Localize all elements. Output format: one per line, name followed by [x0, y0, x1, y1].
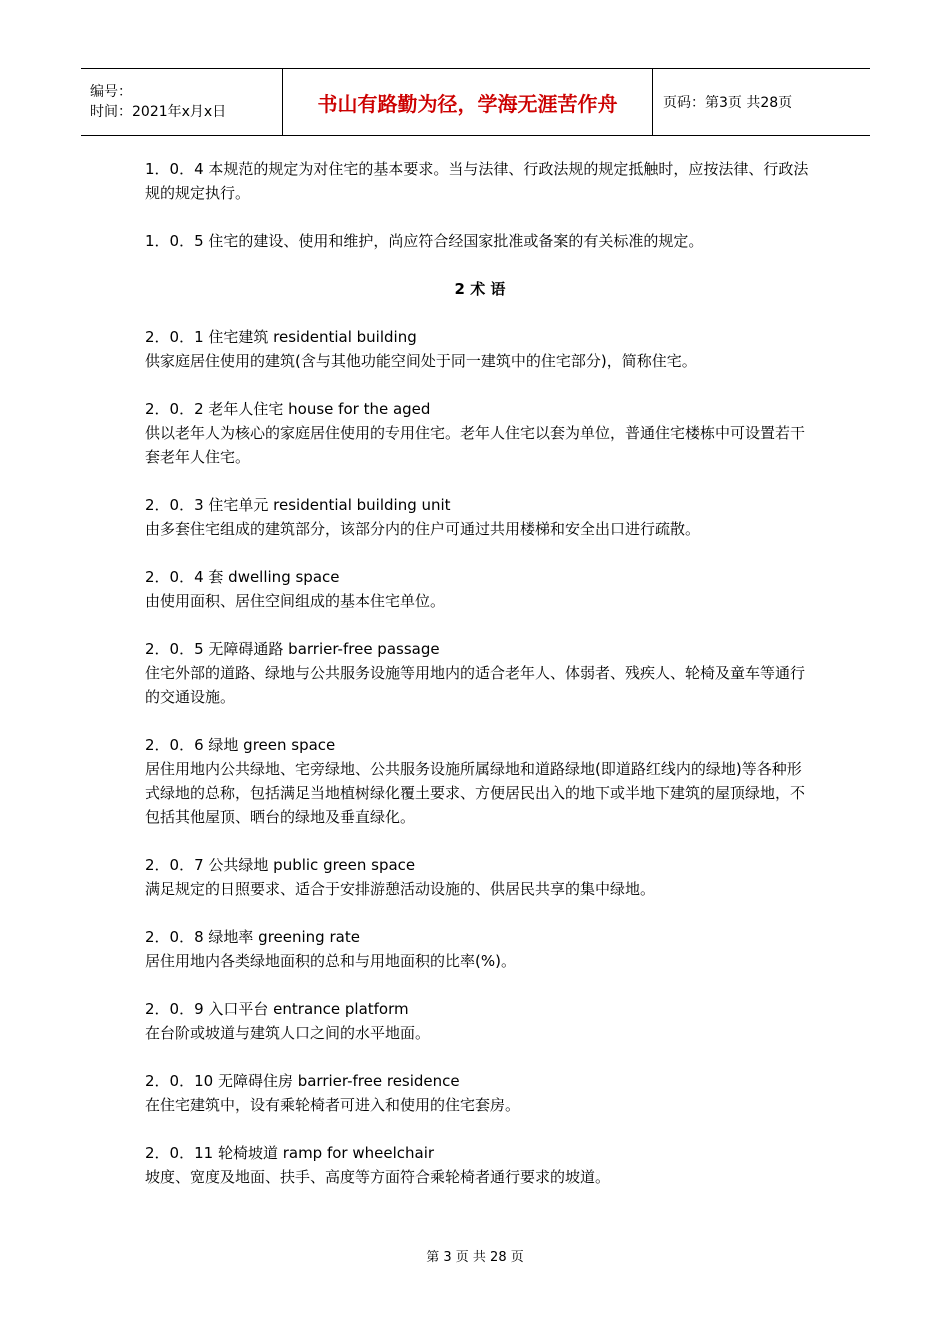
- header-meta: [81, 69, 282, 135]
- term-heading: 2．0．7 公共绿地 public green space: [145, 856, 416, 874]
- clause-paragraph: 1．0．4 本规范的规定为对住宅的基本要求。当与法律、行政法规的规定抵触时，应按法律、行政法规的规定执行。: [145, 160, 809, 202]
- term-entry: [145, 997, 815, 1045]
- term-definition: 由使用面积、居住空间组成的基本住宅单位。: [145, 592, 446, 610]
- term-heading: 2．0．10 无障碍住房 barrier-free residence: [145, 1072, 460, 1090]
- term-entry: [145, 325, 815, 373]
- term-entry: [145, 397, 815, 469]
- term-entry: [145, 1069, 815, 1117]
- page-footer: 第 3 页 共 28 页: [426, 1250, 524, 1265]
- term-definition: 在台阶或坡道与建筑人口之间的水平地面。: [145, 1024, 431, 1042]
- term-definition: 坡度、宽度及地面、扶手、高度等方面符合乘轮椅者通行要求的坡道。: [145, 1168, 611, 1186]
- term-entry: [145, 733, 815, 829]
- term-definition: 满足规定的日照要求、适合于安排游憩活动设施的、供居民共享的集中绿地。: [145, 880, 656, 898]
- term-definition: 供家庭居住使用的建筑(含与其他功能空间处于同一建筑中的住宅部分)，简称住宅。: [145, 352, 697, 370]
- page-header: [81, 68, 870, 136]
- term-entry: [145, 493, 815, 541]
- header-motto: [282, 69, 653, 135]
- date-label: 时间：2021年x月x日: [90, 104, 227, 120]
- header-page-info: [653, 69, 870, 135]
- clause-paragraph: 1．0．5 住宅的建设、使用和维护，尚应符合经国家批准或备案的有关标准的规定。: [145, 232, 704, 250]
- document-body: [145, 157, 815, 1213]
- term-heading: 2．0．2 老年人住宅 house for the aged: [145, 400, 431, 418]
- term-entry: [145, 637, 815, 709]
- term-heading: 2．0．5 无障碍通路 barrier-free passage: [145, 640, 440, 658]
- term-heading: 2．0．1 住宅建筑 residential building: [145, 328, 417, 346]
- term-heading: 2．0．4 套 dwelling space: [145, 568, 340, 586]
- number-label: 编号：: [90, 84, 132, 100]
- term-entry: [145, 925, 815, 973]
- term-entry: [145, 1141, 815, 1189]
- term-definition: 住宅外部的道路、绿地与公共服务设施等用地内的适合老年人、体弱者、残疾人、轮椅及童车等通行的交通设施。: [145, 664, 806, 706]
- term-definition: 在住宅建筑中，设有乘轮椅者可进入和使用的住宅套房。: [145, 1096, 521, 1114]
- term-heading: 2．0．8 绿地率 greening rate: [145, 928, 360, 946]
- term-definition: 居住用地内各类绿地面积的总和与用地面积的比率(%)。: [145, 952, 516, 970]
- term-heading: 2．0．3 住宅单元 residential building unit: [145, 496, 451, 514]
- motto-text: 书山有路勤为径，学海无涯苦作舟: [317, 91, 618, 116]
- page-info-text: 页码：第3页 共28页: [663, 95, 793, 111]
- term-entry: [145, 853, 815, 901]
- term-heading: 2．0．9 入口平台 entrance platform: [145, 1000, 409, 1018]
- term-heading: 2．0．11 轮椅坡道 ramp for wheelchair: [145, 1144, 435, 1162]
- term-heading: 2．0．6 绿地 green space: [145, 736, 336, 754]
- term-entry: [145, 565, 815, 613]
- term-definition: 由多套住宅组成的建筑部分，该部分内的住户可通过共用楼梯和安全出口进行疏散。: [145, 520, 701, 538]
- term-definition: 居住用地内公共绿地、宅旁绿地、公共服务设施所属绿地和道路绿地(即道路红线内的绿地)等各种形式绿地的总称，包括满足当地植树绿化覆土要求、方便居民出入的地下或半地下建筑的屋顶绿地，不包括其他屋顶、晒台的绿地及垂直绿化。: [145, 760, 806, 826]
- term-definition: 供以老年人为核心的家庭居住使用的专用住宅。老年人住宅以套为单位，普通住宅楼栋中可设置若干套老年人住宅。: [145, 424, 806, 466]
- section-title: 2 术 语: [454, 280, 506, 298]
